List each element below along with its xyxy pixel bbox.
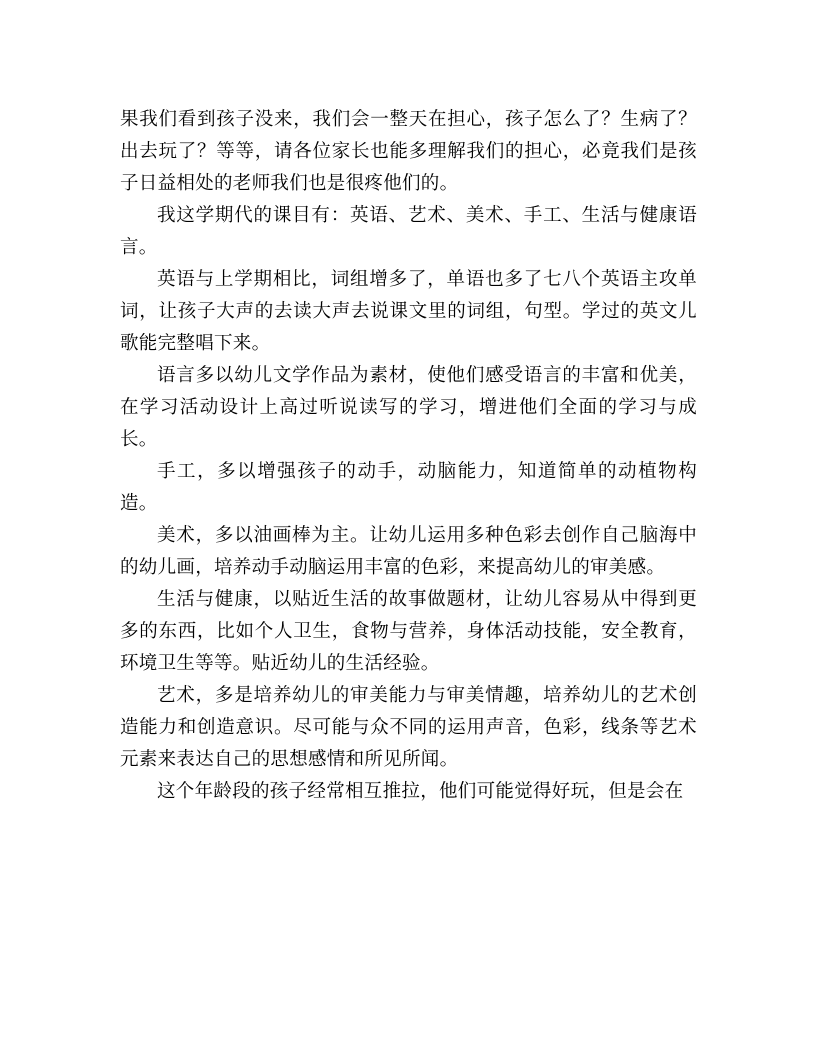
document-body — [120, 104, 697, 808]
paragraph: 语言多以幼儿文学作品为素材，使他们感受语言的丰富和优美，在学习活动设计上高过听说读写的学习，增进他们全面的学习与成长。 — [120, 365, 697, 450]
paragraph: 这个年龄段的孩子经常相互推拉，他们可能觉得好玩，但是会在 — [157, 781, 684, 802]
paragraph: 我这学期代的课目有：英语、艺术、美术、手工、生活与健康语言。 — [120, 205, 697, 258]
paragraph: 美术，多以油画棒为主。让幼儿运用多种色彩去创作自己脑海中的幼儿画，培养动手动脑运用丰富的色彩，来提高幼儿的审美感。 — [120, 525, 697, 578]
paragraph: 英语与上学期相比，词组增多了，单语也多了七八个英语主攻单词，让孩子大声的去读大声去说课文里的词组，句型。学过的英文儿歌能完整唱下来。 — [120, 269, 697, 354]
paragraph: 手工，多以增强孩子的动手，动脑能力，知道简单的动植物构造。 — [120, 461, 697, 514]
paragraph: 艺术，多是培养幼儿的审美能力与审美情趣，培养幼儿的艺术创造能力和创造意识。尽可能与众不同的运用声音，色彩，线条等艺术元素来表达自己的思想感情和所见所闻。 — [120, 685, 697, 770]
paragraph: 生活与健康，以贴近生活的故事做题材，让幼儿容易从中得到更多的东西，比如个人卫生，食物与营养，身体活动技能，安全教育，环境卫生等等。贴近幼儿的生活经验。 — [120, 589, 697, 674]
paragraph: 果我们看到孩子没来，我们会一整天在担心，孩子怎么了？生病了？出去玩了？等等，请各位家长也能多理解我们的担心，必竟我们是孩子日益相处的老师我们也是很疼他们的。 — [120, 109, 697, 194]
